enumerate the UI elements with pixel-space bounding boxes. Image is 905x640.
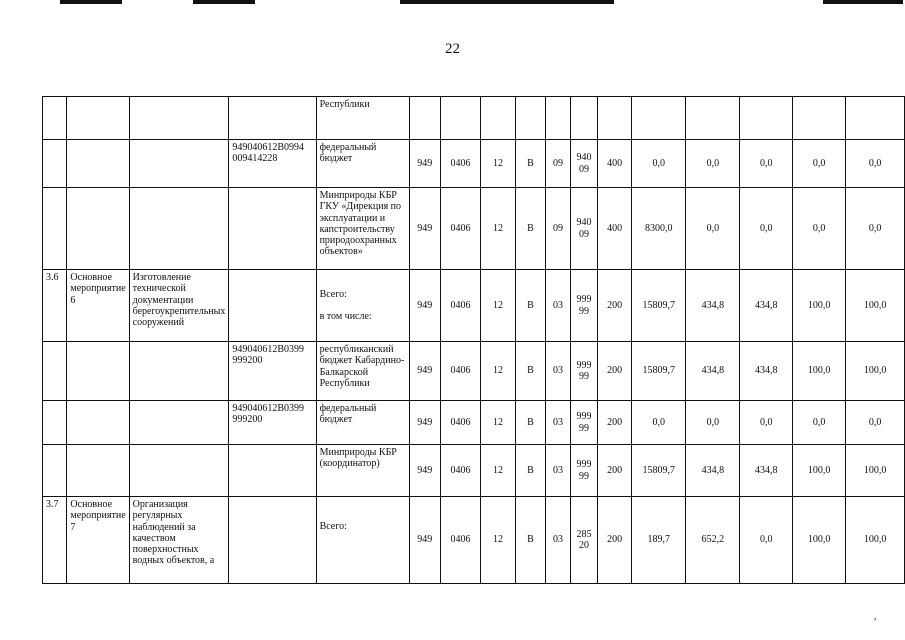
table-row xyxy=(43,140,905,188)
event-code-cell: 03 xyxy=(546,342,571,401)
row-number-cell xyxy=(43,97,67,140)
amount-cell: 100,0 xyxy=(846,342,905,401)
direction-code-cell: 940 09 xyxy=(570,188,597,270)
grbs-cell xyxy=(409,97,440,140)
expense-type-cell: 200 xyxy=(598,401,632,445)
funding-source-cell: Всего: в том числе: xyxy=(316,270,409,342)
grbs-cell: 949 xyxy=(409,140,440,188)
amount-cell xyxy=(740,97,793,140)
budget-code-cell xyxy=(229,188,316,270)
event-name-cell xyxy=(129,342,229,401)
grbs-cell: 949 xyxy=(409,401,440,445)
table-row xyxy=(43,188,905,270)
program-code-cell xyxy=(481,97,515,140)
table-row xyxy=(43,97,905,140)
event-name-cell xyxy=(129,140,229,188)
amount-cell xyxy=(846,97,905,140)
event-type-cell xyxy=(67,445,129,497)
row-number-cell: 3.6 xyxy=(43,270,67,342)
amount-cell: 8300,0 xyxy=(632,188,686,270)
header-rule xyxy=(193,0,255,4)
event-type-cell xyxy=(67,97,129,140)
amount-cell: 100,0 xyxy=(846,497,905,584)
amount-cell: 0,0 xyxy=(686,140,740,188)
expense-type-cell: 200 xyxy=(598,445,632,497)
grbs-cell: 949 xyxy=(409,188,440,270)
amount-cell: 100,0 xyxy=(793,342,846,401)
amount-cell: 434,8 xyxy=(740,270,793,342)
amount-cell: 15809,7 xyxy=(632,445,686,497)
funding-source-cell: Всего: xyxy=(316,497,409,584)
amount-cell: 0,0 xyxy=(632,140,686,188)
event-name-cell: Изготовление технической документации берегоукрепительных сооружений xyxy=(129,270,229,342)
amount-cell: 100,0 xyxy=(846,445,905,497)
amount-cell: 0,0 xyxy=(740,140,793,188)
row-number-cell xyxy=(43,140,67,188)
budget-code-cell: 949040612В0399 999200 xyxy=(229,342,316,401)
expense-type-cell xyxy=(598,97,632,140)
amount-cell: 0,0 xyxy=(686,188,740,270)
amount-cell: 15809,7 xyxy=(632,270,686,342)
amount-cell: 100,0 xyxy=(846,270,905,342)
budget-table xyxy=(42,96,905,584)
direction-code-cell: 940 09 xyxy=(570,140,597,188)
grbs-cell: 949 xyxy=(409,270,440,342)
row-number-cell xyxy=(43,188,67,270)
header-rule xyxy=(60,0,122,4)
amount-cell: 434,8 xyxy=(740,445,793,497)
grbs-cell: 949 xyxy=(409,342,440,401)
direction-code-cell xyxy=(570,97,597,140)
direction-code-cell: 999 99 xyxy=(570,401,597,445)
row-number-cell: 3.7 xyxy=(43,497,67,584)
program-code-cell: 12 xyxy=(481,497,515,584)
amount-cell: 652,2 xyxy=(686,497,740,584)
amount-cell xyxy=(793,97,846,140)
funding-source-cell: федеральный бюджет xyxy=(316,401,409,445)
page-number: 22 xyxy=(445,41,460,57)
subprogram-code-cell: В xyxy=(515,497,546,584)
subprogram-code-cell: В xyxy=(515,342,546,401)
subprogram-code-cell xyxy=(515,97,546,140)
event-code-cell: 09 xyxy=(546,140,571,188)
event-code-cell: 09 xyxy=(546,188,571,270)
funding-source-cell: республиканский бюджет Кабардино-Балкарской Республики xyxy=(316,342,409,401)
event-type-cell xyxy=(67,140,129,188)
amount-cell: 434,8 xyxy=(686,270,740,342)
direction-code-cell: 999 99 xyxy=(570,270,597,342)
header-rule xyxy=(823,0,903,4)
amount-cell: 434,8 xyxy=(686,445,740,497)
amount-cell xyxy=(632,97,686,140)
table-row xyxy=(43,270,905,342)
event-code-cell: 03 xyxy=(546,445,571,497)
subprogram-code-cell: В xyxy=(515,188,546,270)
funding-source-cell: Республики xyxy=(316,97,409,140)
row-number-cell xyxy=(43,342,67,401)
table-row xyxy=(43,342,905,401)
amount-cell: 0,0 xyxy=(793,188,846,270)
event-type-cell xyxy=(67,342,129,401)
subprogram-code-cell: В xyxy=(515,270,546,342)
event-type-cell xyxy=(67,401,129,445)
funding-source-cell: Минприроды КБР (координатор) xyxy=(316,445,409,497)
expense-type-cell: 400 xyxy=(598,188,632,270)
section-code-cell: 0406 xyxy=(440,140,481,188)
event-name-cell xyxy=(129,401,229,445)
direction-code-cell: 999 99 xyxy=(570,342,597,401)
amount-cell: 0,0 xyxy=(846,401,905,445)
expense-type-cell: 200 xyxy=(598,497,632,584)
section-code-cell: 0406 xyxy=(440,497,481,584)
subprogram-code-cell: В xyxy=(515,445,546,497)
amount-cell: 100,0 xyxy=(793,497,846,584)
page-mark: , xyxy=(874,611,877,622)
expense-type-cell: 200 xyxy=(598,270,632,342)
amount-cell: 0,0 xyxy=(846,188,905,270)
event-name-cell xyxy=(129,97,229,140)
amount-cell: 0,0 xyxy=(686,401,740,445)
amount-cell xyxy=(686,97,740,140)
amount-cell: 0,0 xyxy=(740,401,793,445)
amount-cell: 189,7 xyxy=(632,497,686,584)
table-row xyxy=(43,497,905,584)
budget-code-cell: 949040612В0399 999200 xyxy=(229,401,316,445)
amount-cell: 434,8 xyxy=(740,342,793,401)
amount-cell: 434,8 xyxy=(686,342,740,401)
row-number-cell xyxy=(43,445,67,497)
event-code-cell: 03 xyxy=(546,497,571,584)
amount-cell: 15809,7 xyxy=(632,342,686,401)
section-code-cell: 0406 xyxy=(440,188,481,270)
direction-code-cell: 999 99 xyxy=(570,445,597,497)
amount-cell: 0,0 xyxy=(740,188,793,270)
program-code-cell: 12 xyxy=(481,445,515,497)
budget-code-cell xyxy=(229,270,316,342)
grbs-cell: 949 xyxy=(409,497,440,584)
program-code-cell: 12 xyxy=(481,270,515,342)
budget-code-cell xyxy=(229,497,316,584)
subprogram-code-cell: В xyxy=(515,401,546,445)
event-type-cell: Основное мероприятие 7 xyxy=(67,497,129,584)
header-rule xyxy=(400,0,614,4)
amount-cell: 100,0 xyxy=(793,270,846,342)
program-code-cell: 12 xyxy=(481,188,515,270)
event-code-cell xyxy=(546,97,571,140)
subprogram-code-cell: В xyxy=(515,140,546,188)
expense-type-cell: 400 xyxy=(598,140,632,188)
budget-code-cell: 949040612В0994 009414228 xyxy=(229,140,316,188)
event-type-cell: Основное мероприятие 6 xyxy=(67,270,129,342)
direction-code-cell: 285 20 xyxy=(570,497,597,584)
section-code-cell: 0406 xyxy=(440,270,481,342)
program-code-cell: 12 xyxy=(481,140,515,188)
program-code-cell: 12 xyxy=(481,401,515,445)
grbs-cell: 949 xyxy=(409,445,440,497)
event-code-cell: 03 xyxy=(546,401,571,445)
amount-cell: 0,0 xyxy=(740,497,793,584)
section-code-cell xyxy=(440,97,481,140)
funding-source-cell: Минприроды КБР ГКУ «Дирекция по эксплуатации и капстроительству природоохранных объектов» xyxy=(316,188,409,270)
table-row xyxy=(43,445,905,497)
funding-source-cell: федеральный бюджет xyxy=(316,140,409,188)
event-code-cell: 03 xyxy=(546,270,571,342)
budget-code-cell xyxy=(229,97,316,140)
amount-cell: 0,0 xyxy=(846,140,905,188)
program-code-cell: 12 xyxy=(481,342,515,401)
event-name-cell xyxy=(129,445,229,497)
event-name-cell xyxy=(129,188,229,270)
row-number-cell xyxy=(43,401,67,445)
section-code-cell: 0406 xyxy=(440,401,481,445)
section-code-cell: 0406 xyxy=(440,445,481,497)
amount-cell: 0,0 xyxy=(793,401,846,445)
expense-type-cell: 200 xyxy=(598,342,632,401)
budget-code-cell xyxy=(229,445,316,497)
event-type-cell xyxy=(67,188,129,270)
amount-cell: 100,0 xyxy=(793,445,846,497)
amount-cell: 0,0 xyxy=(793,140,846,188)
section-code-cell: 0406 xyxy=(440,342,481,401)
amount-cell: 0,0 xyxy=(632,401,686,445)
table-row xyxy=(43,401,905,445)
event-name-cell: Организация регулярных наблюдений за качеством поверхностных водных объектов, а xyxy=(129,497,229,584)
